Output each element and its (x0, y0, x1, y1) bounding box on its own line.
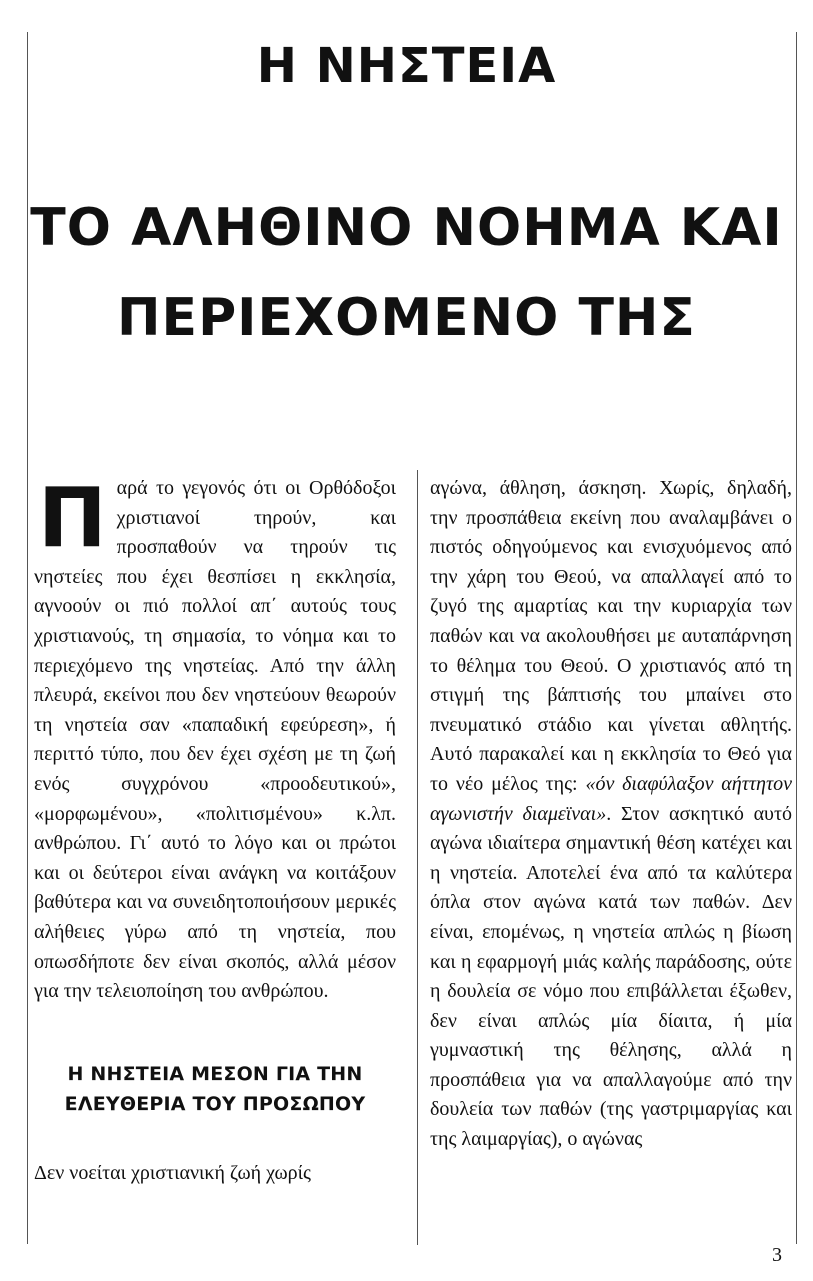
paragraph-part2: . Στον ασκητικό αυτό αγώνα ιδιαίτερα σημαντική θέση κατέχει και η νηστεία. Αποτελεί ένα από τα καλύτερα όπλα στον αγώνα κατά των παθών. Δεν είναι, επομένως, η νηστεία απλώς η βίωση και η εφαρμογή μιάς καλής παράδοσης, ούτε η δουλεία σε νόμο που επιβάλλεται έξωθεν, δεν είναι απλώς μία δίαιτα, ή μία γυμναστική της θέλησης, αλλά η προσπάθεια για να απαλλαγούμε από την δουλεία των παθών (της γαστριμαργίας και της λαιμαργίας), ο αγώνας (430, 802, 792, 1151)
continued-paragraph (430, 474, 792, 1155)
section-paragraph-start: Δεν νοείται χριστιανική ζωή χωρίς (34, 1161, 311, 1184)
liturgical-quote: «όν διαφύλαξον αήττητον αγωνιστήν διαμεϊναι» (430, 772, 792, 825)
section-heading-line2: ΕΛΕΥΘΕΡΙΑ ΤΟΥ ΠΡΟΣΩΠΟΥ (64, 1092, 366, 1115)
right-column (430, 474, 792, 1155)
article-title-line1: ΤΟ ΑΛΗΘΙΝΟ ΝΟΗΜΑ ΚΑΙ (30, 198, 783, 258)
left-column (34, 471, 396, 1188)
article-title-line2: ΠΕΡΙΕΧΟΜΕΝΟ ΤΗΣ (117, 288, 696, 348)
intro-text: αρά το γεγονός ότι οι Ορθόδοξοι χριστιανοί τηρούν, και προσπαθούν να τηρούν τις νηστείες που έχει θεσπίσει η εκκλησία, αγνοούν οι πιό πολλοί απ΄ αυτούς τους χριστιανούς, τη σημασία, το νόημα και το περιεχόμενο της νηστείας. Από την άλλη πλευρά, εκείνοι που δεν νηστεύουν θεωρούν τη νηστεία σαν «παπαδική εφεύρεση», ή περιττό τύπο, που δεν έχει σχέση με τη ζωή ενός συγχρόνου «προοδευτικού», «μορφωμένου», «πολιτισμένου» κ.λπ. ανθρώπου. Γι΄ αυτό το λόγο και οι πρώτοι και οι δεύτεροι είναι ανάγκη να κοιτάξουν βαθύτερα και να συνειδητοποιήσουν μερικές αλήθειες γύρω από τη νηστεία, που οπωσδήποτε δεν είναι σκοπός, αλλά μέσον για την τελειοποίηση του ανθρώπου. (34, 477, 396, 1003)
section-heading (34, 1059, 396, 1119)
intro-paragraph (34, 471, 396, 1007)
section-heading-line1: Η ΝΗΣΤΕΙΑ ΜΕΣΟΝ ΓΙΑ ΤΗΝ (67, 1062, 363, 1085)
drop-cap: Π (38, 471, 107, 566)
page-number: 3 (772, 1244, 782, 1266)
paragraph-part1: αγώνα, άθληση, άσκηση. Χωρίς, δηλαδή, την προσπάθεια εκείνη που αναλαμβάνει ο πιστός οδηγούμενος και ενισχυόμενος από την χάρη του Θεού, να απαλλαγεί από το ζυγό της αμαρτίας και την κυριαρχία των παθών και να ακολουθήσει με αυταπάρνηση το θέλημα του Θεού. Ο χριστιανός από τη στιγμή της βάπτισής του μπαίνει στο πνευματικό στάδιο και γίνεται αθλητής. Αυτό παρακαλεί και η εκκλησία το Θεό για το νέο μέλος της: (430, 477, 792, 795)
column-divider (417, 470, 418, 1245)
page-title: Η ΝΗΣΤΕΙΑ (256, 38, 557, 94)
